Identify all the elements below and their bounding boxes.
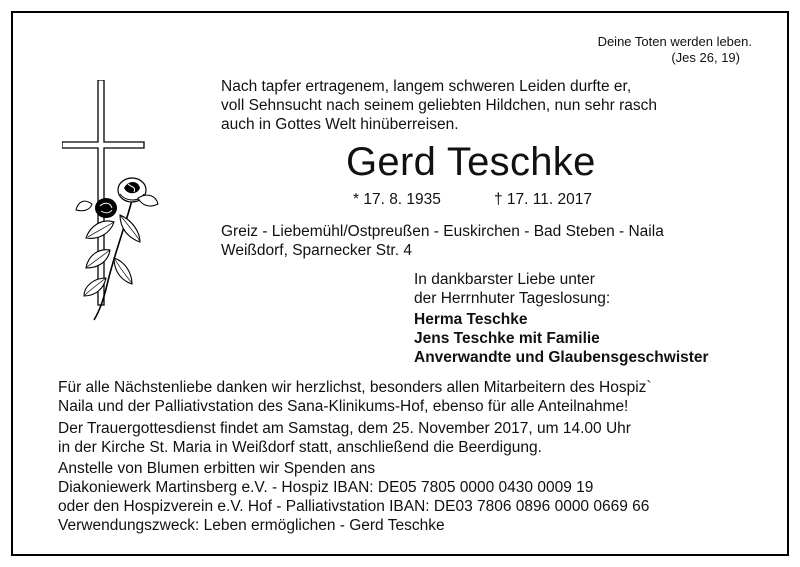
death-date: † 17. 11. 2017 xyxy=(494,191,592,208)
dedication-line-2: der Herrnhuter Tageslosung: xyxy=(414,290,611,307)
birth-date: * 17. 8. 1935 xyxy=(353,191,441,208)
cross-rose-icon xyxy=(62,80,162,340)
motto-line-2: (Jes 26, 19) xyxy=(671,50,740,65)
service-line-2: in der Kirche St. Maria in Weißdorf statt, anschließend die Beerdigung. xyxy=(58,439,542,456)
mourner-1: Herma Teschke xyxy=(414,311,528,328)
intro-line-2: voll Sehnsucht nach seinem geliebten Hildchen, nun sehr rasch xyxy=(221,97,657,114)
donations-line-2: Diakoniewerk Martinsberg e.V. - Hospiz IBAN: DE05 7805 0000 0430 0009 19 xyxy=(58,479,594,496)
service-line-1: Der Trauergottesdienst findet am Samstag, dem 25. November 2017, um 14.00 Uhr xyxy=(58,420,631,437)
donations-line-1: Anstelle von Blumen erbitten wir Spenden ans xyxy=(58,460,376,477)
intro-line-1: Nach tapfer ertragenem, langem schweren Leiden durfte er, xyxy=(221,78,632,95)
motto-line-1: Deine Toten werden leben. xyxy=(597,34,752,49)
dedication-line-1: In dankbarster Liebe unter xyxy=(414,271,595,288)
thanks-line-2: Naila und der Palliativstation des Sana-Klinikums-Hof, ebenso für alle Anteilnahme! xyxy=(58,398,629,415)
thanks-line-1: Für alle Nächstenliebe danken wir herzlichst, besonders allen Mitarbeitern des Hospiz` xyxy=(58,379,652,396)
mourner-2: Jens Teschke mit Familie xyxy=(414,330,600,347)
places-line-1: Greiz - Liebemühl/Ostpreußen - Euskirchen - Bad Steben - Naila xyxy=(221,223,664,240)
places-line-2: Weißdorf, Sparnecker Str. 4 xyxy=(221,242,412,259)
donations-line-4: Verwendungszweck: Leben ermöglichen - Gerd Teschke xyxy=(58,517,445,534)
donations-line-3: oder den Hospizverein e.V. Hof - Palliativstation IBAN: DE03 7806 0896 0000 0669 66 xyxy=(58,498,650,515)
mourner-3: Anverwandte und Glaubensgeschwister xyxy=(414,349,709,366)
deceased-name: Gerd Teschke xyxy=(346,140,596,184)
intro-line-3: auch in Gottes Welt hinüberreisen. xyxy=(221,116,459,133)
